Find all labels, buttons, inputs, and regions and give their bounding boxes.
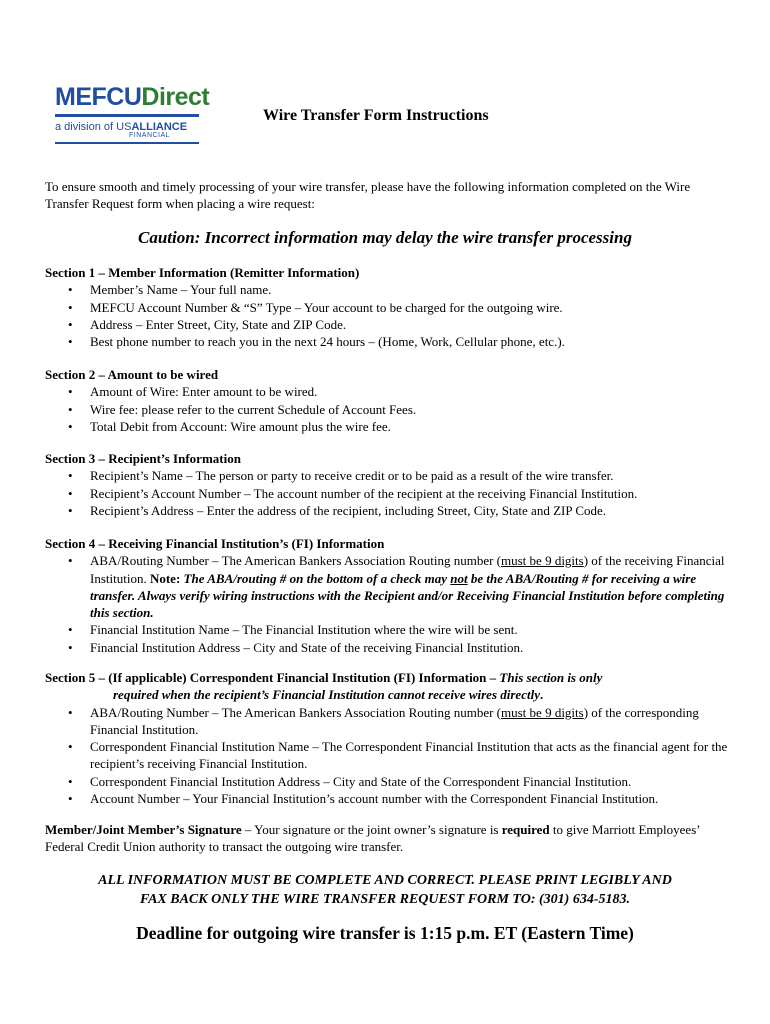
section-5-heading-text: Section 5 – (If applicable) Correspondent Financial Institution (FI) Information –	[45, 670, 500, 685]
section-4	[45, 535, 735, 656]
note-label: Note:	[149, 570, 184, 586]
list-item	[90, 552, 735, 621]
all-info-line1: ALL INFORMATION MUST BE COMPLETE AND CORRECT. PLEASE PRINT LEGIBLY AND	[98, 873, 672, 888]
section-2-list	[45, 383, 735, 435]
section-4-list	[45, 552, 735, 656]
list-item: • Address – Enter Street, City, State and ZIP Code.	[90, 316, 735, 333]
list-item: • Member’s Name – Your full name.	[90, 281, 735, 298]
logo-tagline-alliance: ALLIANCE	[131, 121, 188, 133]
section-5-list	[45, 704, 735, 808]
section-3-list	[45, 467, 735, 519]
section-2	[45, 366, 735, 435]
list-item: • Recipient’s Account Number – The account number of the recipient at the receiving Financial Institution.	[90, 485, 735, 502]
section-5	[45, 669, 735, 807]
all-info-line2: FAX BACK ONLY THE WIRE TRANSFER REQUEST FORM TO: (301) 634-5183.	[140, 892, 630, 907]
note-text-a: The ABA/routing # on the bottom of a check may	[183, 570, 451, 586]
signature-label: Member/Joint Member’s Signature	[45, 822, 242, 837]
logo-brand-part1: MEFCU	[55, 83, 142, 111]
nine-digits-note: must be 9 digits	[501, 553, 584, 569]
list-item: • Account Number – Your Financial Institution’s account number with the Correspondent Financial Institution.	[90, 790, 735, 807]
section-5-heading-note-line2: required when the recipient’s Financial Institution cannot receive wires directly.	[113, 687, 544, 703]
list-item: • Amount of Wire: Enter amount to be wired.	[90, 383, 735, 400]
section-4-heading: Section 4 – Receiving Financial Institution’s (FI) Information	[45, 536, 385, 551]
note-not: not	[450, 570, 468, 586]
aba-text: ABA/Routing Number – The American Bankers Association Routing number (	[90, 553, 502, 569]
all-info-notice	[0, 871, 770, 909]
section-3-heading: Section 3 – Recipient’s Information	[45, 451, 241, 466]
logo-tagline-us: US	[116, 121, 132, 133]
section-5-heading	[45, 669, 735, 686]
logo-tagline-financial: FINANCIAL	[129, 132, 171, 139]
list-item: • Correspondent Financial Institution Name – The Correspondent Financial Institution that acts as the financial agent for the recipient’s receiving Financial Institution.	[90, 738, 735, 773]
logo-tagline-prefix: a division of	[55, 121, 117, 133]
aba-text: ABA/Routing Number – The American Bankers Association Routing number (	[90, 704, 502, 720]
list-item: • Financial Institution Address – City and State of the receiving Financial Institution.	[90, 639, 735, 656]
list-item: • Correspondent Financial Institution Address – City and State of the Correspondent Financial Institution.	[90, 773, 735, 790]
signature-text-a: – Your signature or the joint owner’s signature is	[241, 822, 502, 837]
deadline-notice: Deadline for outgoing wire transfer is 1:15 p.m. ET (Eastern Time)	[136, 923, 634, 943]
logo-divider	[55, 114, 199, 117]
list-item: • Total Debit from Account: Wire amount plus the wire fee.	[90, 418, 735, 435]
signature-text-b: to give Marriott Employees’ Federal Credit Union authority to transact the outgoing wire transfer.	[45, 822, 700, 854]
section-5-heading-note: This section is only	[499, 670, 603, 685]
aba-text-cont: ) of the corresponding Financial Institution.	[90, 704, 699, 737]
section-1	[45, 264, 735, 350]
logo-divider-bottom	[55, 142, 199, 144]
list-item: • MEFCU Account Number & “S” Type – Your account to be charged for the outgoing wire.	[90, 299, 735, 316]
list-item: • Recipient’s Name – The person or party to receive credit or to be paid as a result of the wire transfer.	[90, 467, 735, 484]
section-2-heading: Section 2 – Amount to be wired	[45, 367, 219, 382]
list-item: • Financial Institution Name – The Financial Institution where the wire will be sent.	[90, 621, 735, 638]
aba-text-cont: ) of the receiving Financial Institution.	[90, 553, 725, 586]
nine-digits-note: must be 9 digits	[501, 704, 584, 720]
section-1-heading: Section 1 – Member Information (Remitter Information)	[45, 265, 360, 280]
page-title: Wire Transfer Form Instructions	[263, 107, 489, 124]
logo-brand-part2: Direct	[141, 83, 210, 111]
list-item	[90, 704, 735, 739]
list-item: • Recipient’s Address – Enter the address of the recipient, including Street, City, State and ZIP Code.	[90, 502, 735, 519]
caution-heading: Caution: Incorrect information may delay the wire transfer processing	[138, 228, 632, 247]
list-item: • Wire fee: please refer to the current Schedule of Account Fees.	[90, 401, 735, 418]
note-text	[90, 571, 724, 621]
signature-required: required	[501, 822, 550, 837]
note-text-b: be the ABA/Routing # for receiving a wire transfer. Always verify wiring instructions with the Recipient and/or Receiving Financial Institution before completing this section.	[90, 570, 725, 621]
section-3	[45, 450, 735, 519]
section-5-heading-note2: required when the recipient’s Financial Institution cannot receive wires directly	[113, 687, 540, 703]
logo-wordmark	[55, 83, 210, 111]
section-1-list	[45, 281, 735, 350]
list-item: • Best phone number to reach you in the next 24 hours – (Home, Work, Cellular phone, etc.).	[90, 333, 735, 350]
mefcu-direct-logo	[55, 83, 210, 144]
intro-paragraph: To ensure smooth and timely processing of your wire transfer, please have the following information completed on the Wire Transfer Request form when placing a wire request:	[45, 179, 691, 211]
signature-paragraph	[45, 821, 735, 855]
